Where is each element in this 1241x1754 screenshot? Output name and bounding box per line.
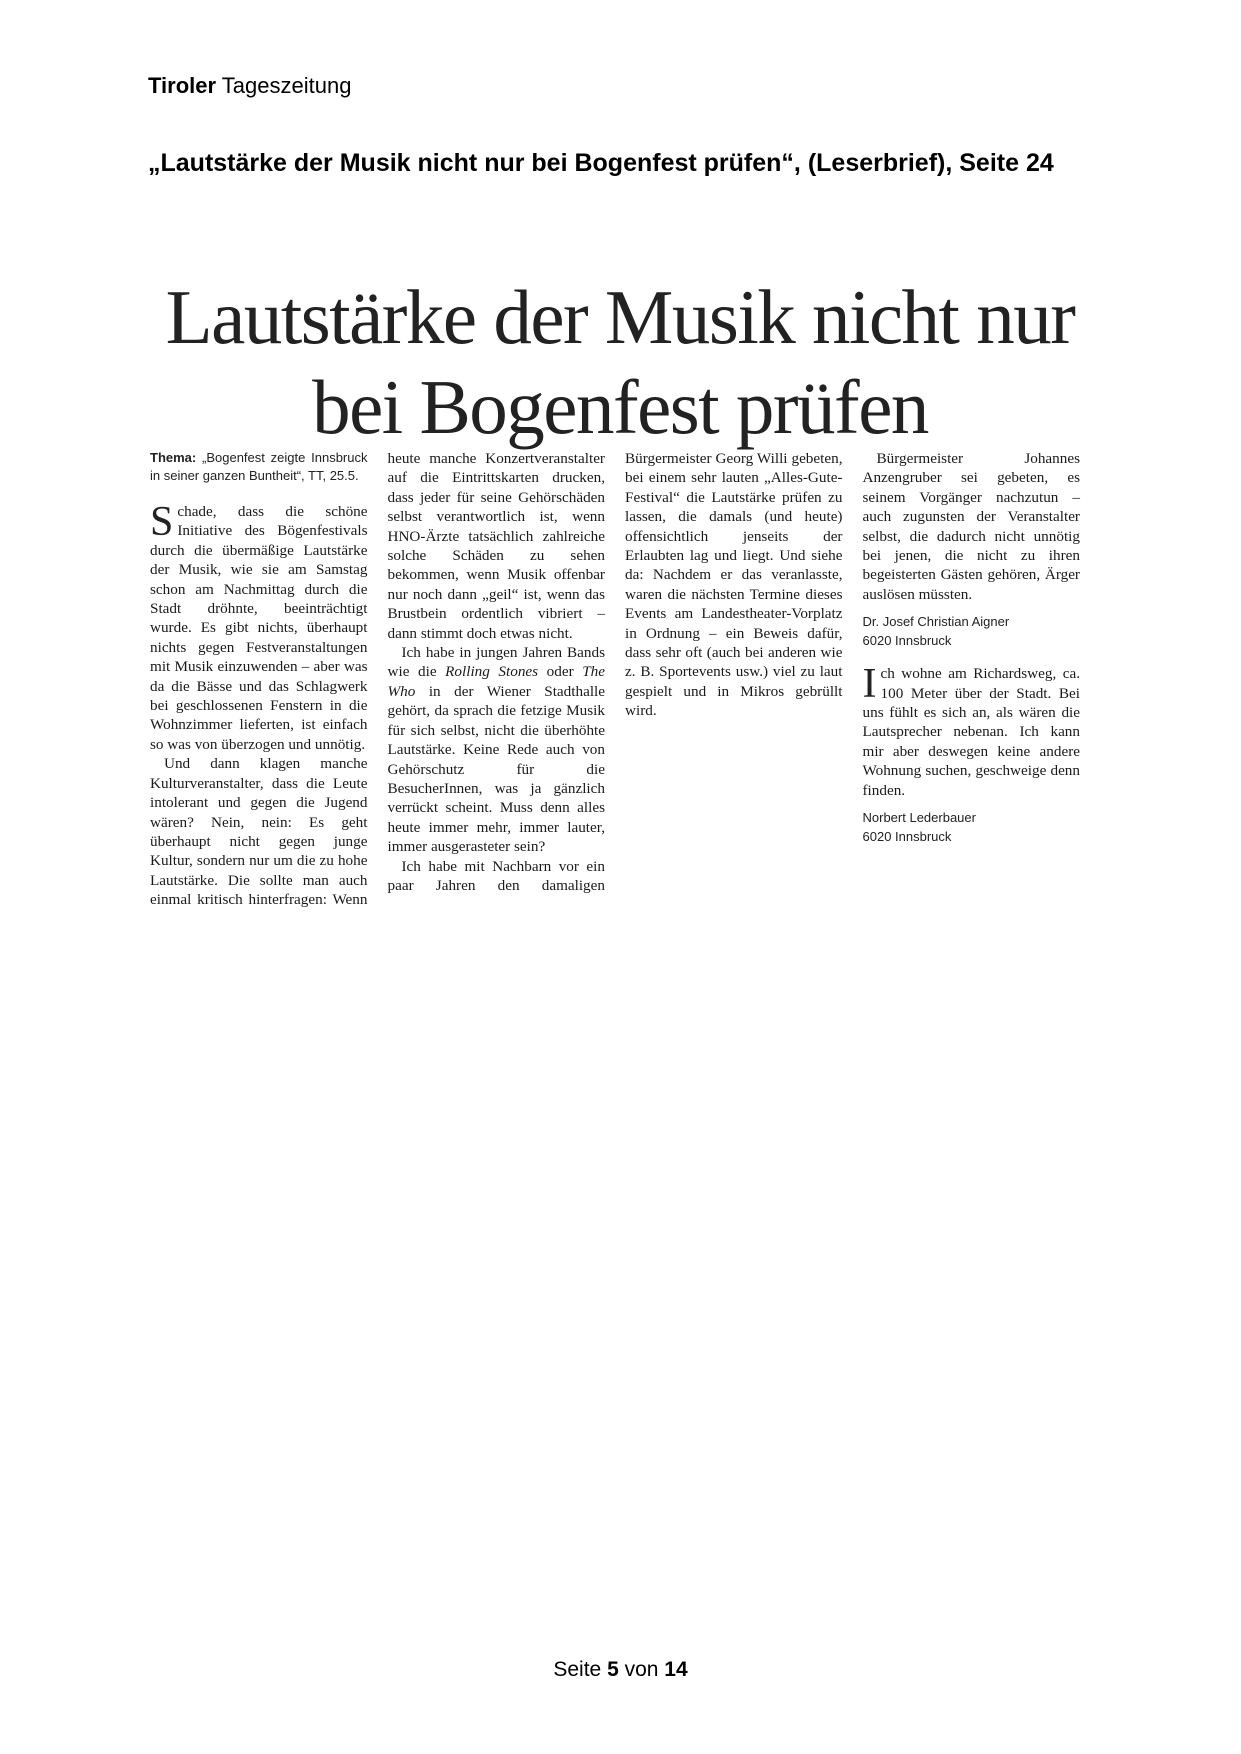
- letter2-text: ch wohne am Richardsweg, ca. 100 Meter über der Stadt. Bei uns fühlt es sich an, als wären die Lautsprecher nebenan. Ich kann mir aber deswegen keine andere Wohnung suchen, geschweige denn finden.: [862, 665, 1080, 799]
- letter1-paragraph-3: [388, 643, 606, 856]
- letter1-p3-c: in der Wiener Stadthalle gehört, da sprach die fetzige Musik für sich selbst, nicht die überhöhte Lautstärke. Keine Rede auch von Gehörschutz für die BesucherInnen, was ja gänzlich verrückt scheint. Muss denn alles heute immer mehr, immer lauter, immer ausgerasteter sein?: [387, 682, 605, 856]
- thema-text: „Bogenfest zeigte Innsbruck in seiner ganzen Buntheit“, TT, 25.5.: [150, 450, 368, 483]
- article-headline: [140, 272, 1100, 452]
- publication-name: [148, 73, 351, 99]
- signature-2: [863, 808, 1081, 846]
- band-rolling-stones: Rolling Stones: [445, 663, 539, 681]
- letter1-paragraph-2: Und dann klagen manche Kulturveranstalter, dass die Leute intolerant und gegen die Jugend wären? Nein, nein: Es geht überhaupt nicht gegen junge Kultur, sondern nur um die zu hohe Lautstärke. Die sollte man auch einmal kritisch hinterfragen: Wenn heute manche Konzertveranstalter auf die Eintrittskarten drucken, dass jeder für seine Gehörschäden selbst verantwortlich ist, wenn HNO-Ärzte tatsächlich zahlreiche solche Schäden zu sehen bekommen, wenn Musik offenbar nur noch dann „geil“ ist, wenn das Brustbein ordentlich vibriert – dann stimmt doch etwas nicht.: [150, 450, 605, 909]
- signature-2-name: Norbert Lederbauer: [862, 810, 976, 826]
- thema-label: Thema:: [150, 450, 197, 465]
- letter1-paragraph-5: Bürgermeister Johannes Anzengruber sei gebeten, es seinem Vorgänger nachzutun – auch zugunsten der Veranstalter selbst, die dadurch nicht unnötig bei jenen, die nicht zu ihren begeisterten Gästen gehören, Ärger auslösen müssten.: [862, 450, 1080, 603]
- headline-line-2: bei Bogenfest prüfen: [312, 364, 928, 450]
- letter1-p1-text: chade, dass die schöne Initiative des Bögenfestivals durch die übermäßige Lautstärke der Musik, wie sie am Samstag schon am Nachmittag durch die Stadt dröhnte, beeinträchtigt wurde. Es gibt nichts, überhaupt nichts gegen Festveranstaltungen mit Musik einzuwenden – aber was da die Bässe und das Schlagwerk bei geschlossenen Fenstern in die Wohnzimmer lieferten, ist einfach so was von überzogen und unnötig.: [150, 503, 368, 753]
- page-current: 5: [607, 1658, 619, 1681]
- page-prefix: Seite: [553, 1658, 608, 1681]
- letter1-paragraph-4: Ich habe mit Nachbarn vor ein paar Jahren den damaligen Bürgermeister Georg Willi gebeten, bei einem sehr lauten „Alles-Gute-Festival“ die Lautstärke prüfen zu lassen, die damals (und heute) offensichtlich jenseits der Erlaubten lag und liegt. Und siehe da: Nachdem er das veranlasste, waren die nächsten Termine dieses Events am Landestheater-Vorplatz in Ordnung – ein Beweis dafür, dass sehr oft (auch bei anderen wie z. B. Sportevents usw.) viel zu laut gespielt und in Mikros gebrüllt wird.: [387, 450, 843, 894]
- thema-line: [150, 449, 368, 484]
- letter1-dropcap: S: [150, 499, 174, 545]
- band-the-who: The Who: [387, 663, 606, 700]
- letter2-dropcap: I: [862, 661, 877, 708]
- headline-line-1: Lautstärke der Musik nicht nur: [165, 274, 1075, 360]
- article-columns: [150, 449, 1080, 911]
- article-body: [150, 449, 1080, 911]
- letter1-p3-a: Ich habe in jungen Jahren Bands wie die: [387, 644, 605, 681]
- signature-1-city: 6020 Innsbruck: [862, 633, 952, 649]
- publication-name-rest: Tageszeitung: [216, 73, 352, 98]
- page-mid: von: [618, 1658, 665, 1681]
- letter2-paragraph: [862, 661, 1081, 800]
- signature-1: [863, 612, 1081, 650]
- signature-1-name: Dr. Josef Christian Aigner: [862, 614, 1010, 630]
- signature-2-city: 6020 Innsbruck: [862, 829, 952, 845]
- letter1-p3-b: oder: [538, 663, 583, 681]
- letter1-paragraph-1: [150, 499, 368, 754]
- page-number: [0, 1658, 1241, 1682]
- publication-name-bold: Tiroler: [148, 73, 217, 98]
- page-total: 14: [664, 1658, 688, 1681]
- document-title: „Lautstärke der Musik nicht nur bei Bogenfest prüfen“, (Leserbrief), Seite 24: [148, 149, 1054, 177]
